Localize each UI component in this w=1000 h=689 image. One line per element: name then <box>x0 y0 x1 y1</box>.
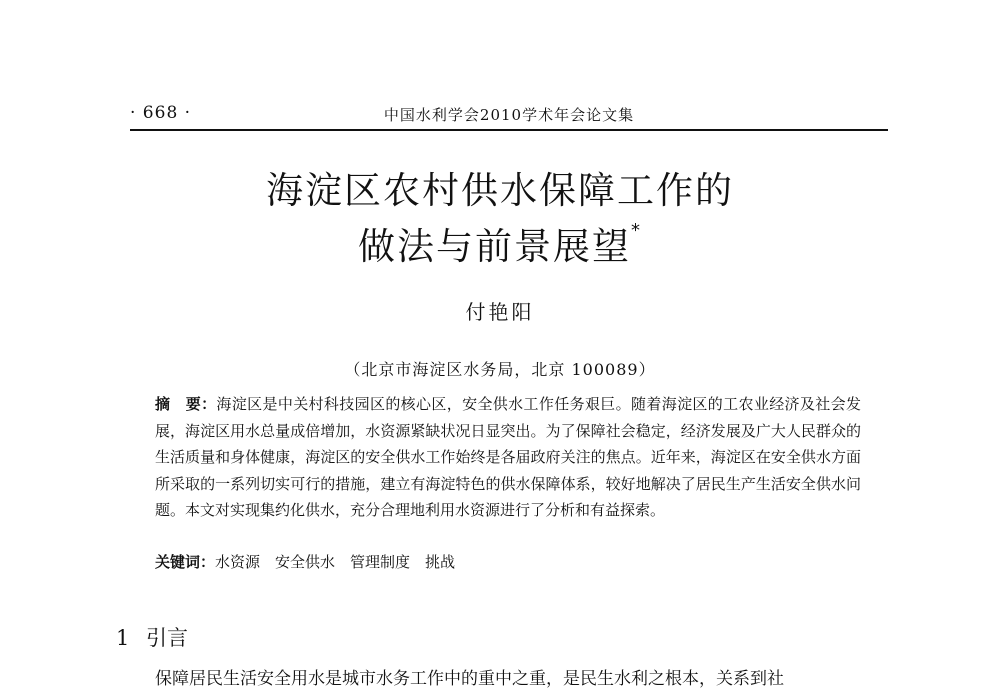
keywords-text: 水资源 安全供水 管理制度 挑战 <box>215 553 456 571</box>
abstract-label: 摘 要： <box>155 395 217 413</box>
abstract-text: 海淀区是中关村科技园区的核心区，安全供水工作任务艰巨。随着海淀区的工农业经济及社会发展，海淀区用水总量成倍增加，水资源紧缺状况日显突出。为了保障社会稳定，经济发展及广大人民群众的生活质量和身体健康，海淀区的安全供水工作始终是各届政府关注的焦点。近年来，海淀区在安全供水方面所采取的一系列切实可行的措施，建立有海淀特色的供水保障体系，较好地解决了居民生产生活安全供水问题。本文对实现集约化供水，充分合理地利用水资源进行了分析和有益探索。 <box>155 395 861 519</box>
footnote-mark: * <box>631 220 642 241</box>
keywords-label: 关键词： <box>155 553 216 571</box>
title-line-1-text: 海淀区农村供水保障工作的 <box>266 169 734 212</box>
title-line-2-text: 做法与前景展望 <box>358 225 631 268</box>
author: 付艳阳 <box>465 300 535 324</box>
journal-name: 中国水利学会2010学术年会论文集 <box>383 106 635 124</box>
affiliation: （北京市海淀区水务局，北京 100089） <box>344 360 656 379</box>
abstract <box>155 391 861 524</box>
section-heading <box>116 622 188 652</box>
title-line-2 <box>0 216 1000 270</box>
keywords <box>155 551 455 572</box>
title-line-1 <box>0 160 1000 214</box>
section-title: 引言 <box>146 626 188 650</box>
body-paragraph: 保障居民生活安全用水是城市水务工作中的重中之重，是民生水利之根本，关系到社 <box>155 669 784 689</box>
section-number: 1 <box>116 626 130 650</box>
running-head <box>130 103 888 131</box>
page-number: · 668 · <box>130 103 192 123</box>
